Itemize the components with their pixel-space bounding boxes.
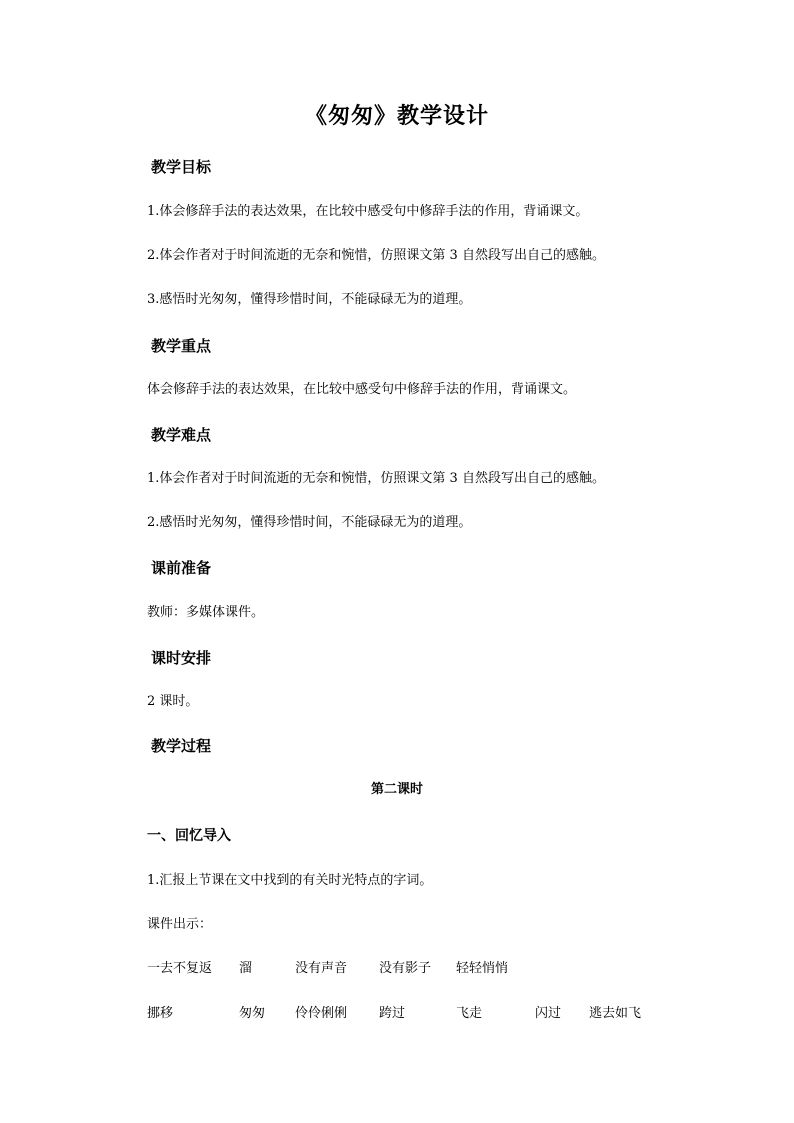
objective-item: 2.体会作者对于时间流逝的无奈和惋惜，仿照课文第 3 自然段写出自己的感触。	[147, 248, 605, 263]
objective-item: 1.体会修辞手法的表达效果，在比较中感受句中修辞手法的作用，背诵课文。	[147, 204, 589, 219]
schedule-heading: 课时安排	[151, 649, 212, 667]
step-one-text: 1.汇报上节课在文中找到的有关时光特点的字词。	[147, 873, 433, 888]
preparation-text: 教师：多媒体课件。	[147, 605, 265, 620]
lesson-title: 第二课时	[370, 782, 423, 797]
word-item: 飞走	[456, 1006, 483, 1021]
difficulties-heading: 教学难点	[151, 426, 212, 444]
objective-item: 3.感悟时光匆匆，懂得珍惜时间，不能碌碌无为的道理。	[147, 292, 472, 307]
word-item: 闪过	[535, 1006, 562, 1021]
difficulty-item: 1.体会作者对于时间流逝的无奈和惋惜，仿照课文第 3 自然段写出自己的感触。	[147, 471, 605, 486]
schedule-text: 2 课时。	[147, 694, 199, 709]
process-heading: 教学过程	[151, 737, 212, 755]
objectives-heading: 教学目标	[151, 158, 212, 176]
word-item: 逃去如飞	[589, 1006, 642, 1021]
key-points-text: 体会修辞手法的表达效果，在比较中感受句中修辞手法的作用，背诵课文。	[147, 382, 577, 397]
word-item: 一去不复返	[147, 961, 213, 976]
word-item: 匆匆	[239, 1006, 266, 1021]
word-item: 挪移	[147, 1006, 174, 1021]
key-points-heading: 教学重点	[151, 337, 212, 355]
page-title: 《匆匆》教学设计	[304, 103, 489, 129]
word-item: 轻轻悄悄	[456, 961, 509, 976]
word-item: 伶伶俐俐	[295, 1006, 348, 1021]
word-item: 没有影子	[379, 961, 432, 976]
word-item: 没有声音	[295, 961, 348, 976]
courseware-label: 课件出示：	[147, 917, 213, 932]
preparation-heading: 课前准备	[151, 559, 212, 577]
word-item: 跨过	[379, 1006, 406, 1021]
word-item: 溜	[239, 961, 253, 976]
section-one-heading: 一、回忆导入	[147, 828, 231, 844]
difficulty-item: 2.感悟时光匆匆，懂得珍惜时间，不能碌碌无为的道理。	[147, 515, 472, 530]
